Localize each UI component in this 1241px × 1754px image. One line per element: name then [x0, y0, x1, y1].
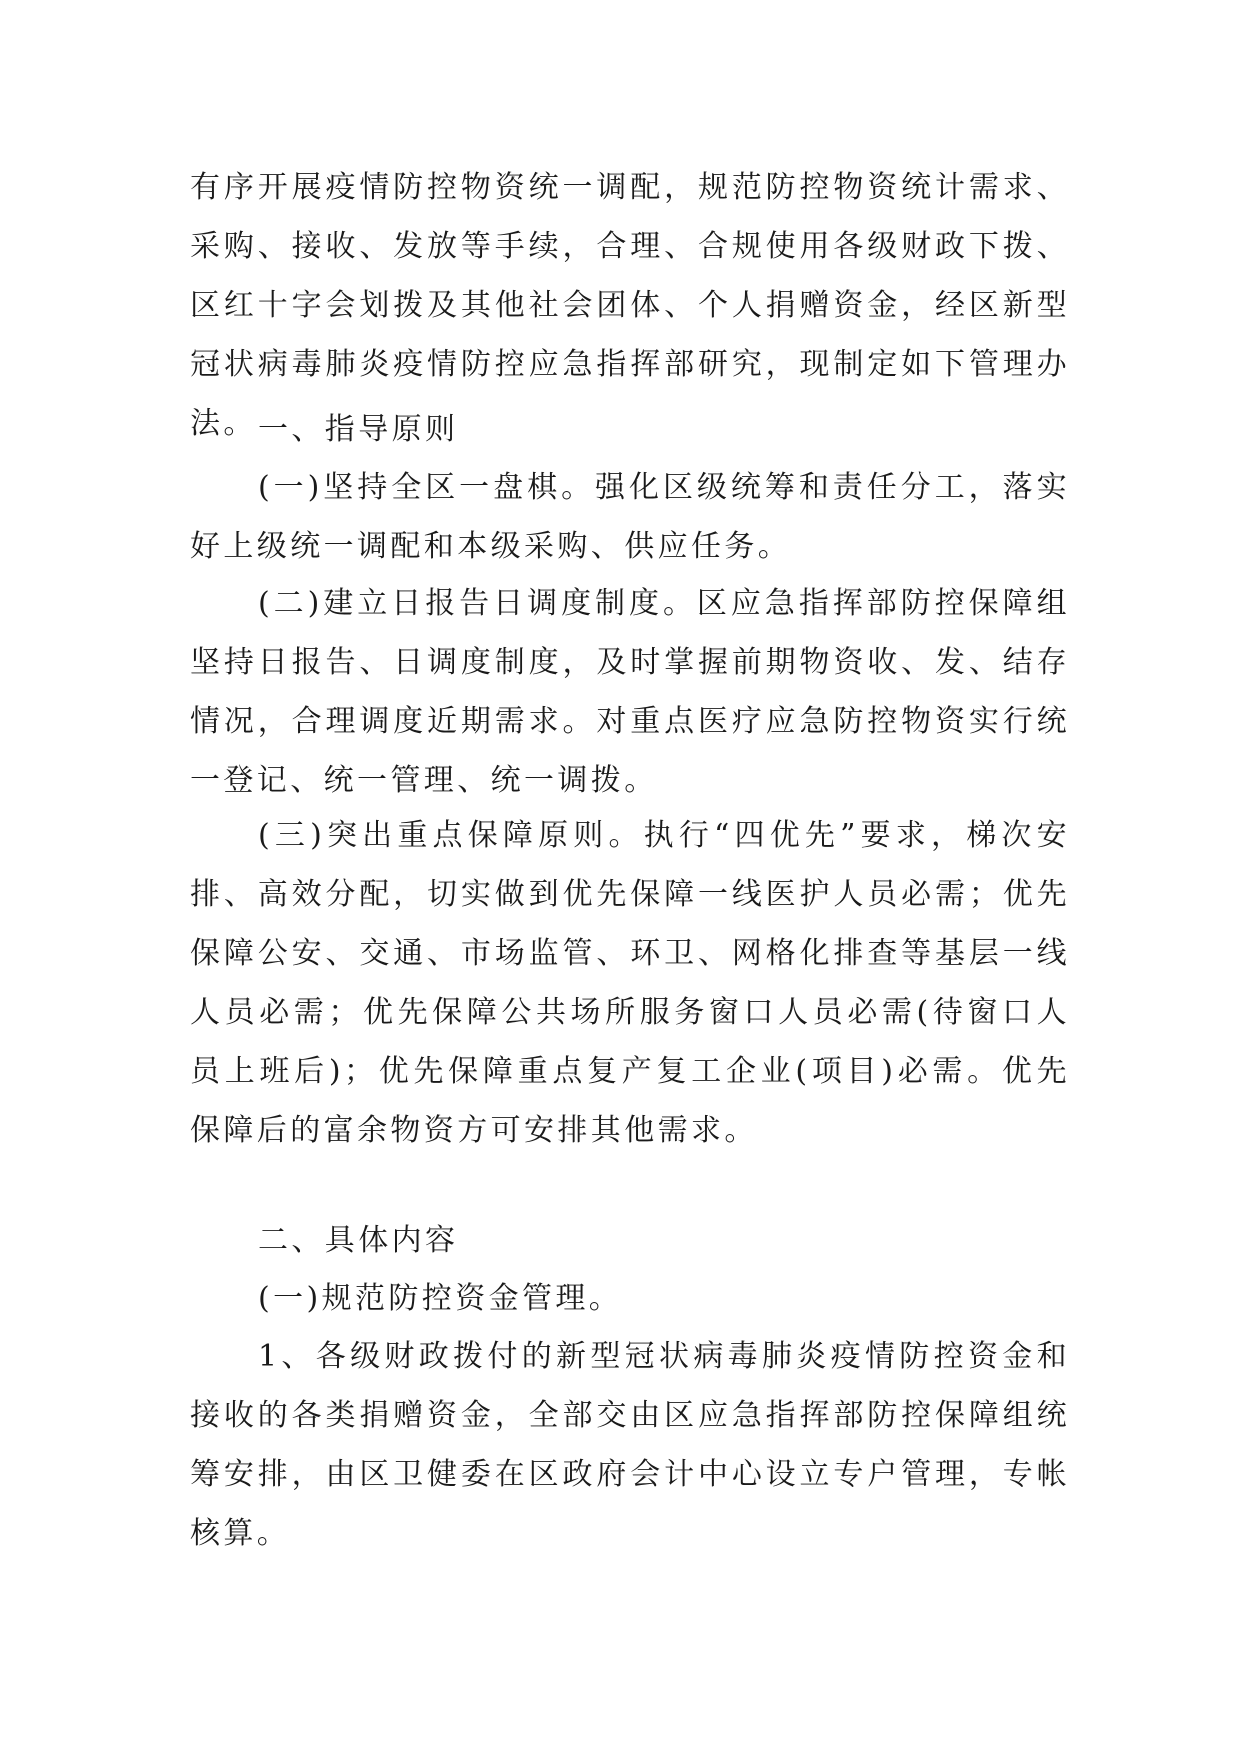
section-heading-guiding-principles: 一、指导原则: [258, 412, 459, 447]
principle-paragraph-1: (一)坚持全区一盘棋。强化区级统筹和责任分工，落实好上级统一调配和本级采购、供应任务。: [190, 470, 1070, 564]
fund-management-item-1: 1、各级财政拨付的新型冠状病毒肺炎疫情防控资金和接收的各类捐赠资金，全部交由区应急指挥部防控保障组统筹安排，由区卫健委在区政府会计中心设立专户管理，专帐核算。: [190, 1339, 1070, 1551]
section-heading-specific-content: 二、具体内容: [258, 1223, 459, 1258]
principle-paragraph-2: (二)建立日报告日调度制度。区应急指挥部防控保障组坚持日报告、日调度制度，及时掌握前期物资收、发、结存情况，合理调度近期需求。对重点医疗应急防控物资实行统一登记、统一管理、统一调拨。: [190, 586, 1070, 798]
principle-paragraph-3: (三)突出重点保障原则。执行“四优先”要求，梯次安排、高效分配，切实做到优先保障一线医护人员必需；优先保障公安、交通、市场监管、环卫、网格化排查等基层一线人员必需；优先保障公共场所服务窗口人员必需(待窗口人员上班后)；优先保障重点复产复工企业(项目)必需。优先保障后的富余物资方可安排其他需求。: [190, 818, 1070, 1148]
body-paragraph-continuation: 有序开展疫情防控物资统一调配，规范防控物资统计需求、采购、接收、发放等手续，合理、合规使用各级财政下拨、区红十字会划拨及其他社会团体、个人捐赠资金，经区新型冠状病毒肺炎疫情防控应急指挥部研究，现制定如下管理办法。: [190, 170, 1070, 441]
subsection-heading-fund-management: (一)规范防控资金管理。: [258, 1281, 623, 1316]
